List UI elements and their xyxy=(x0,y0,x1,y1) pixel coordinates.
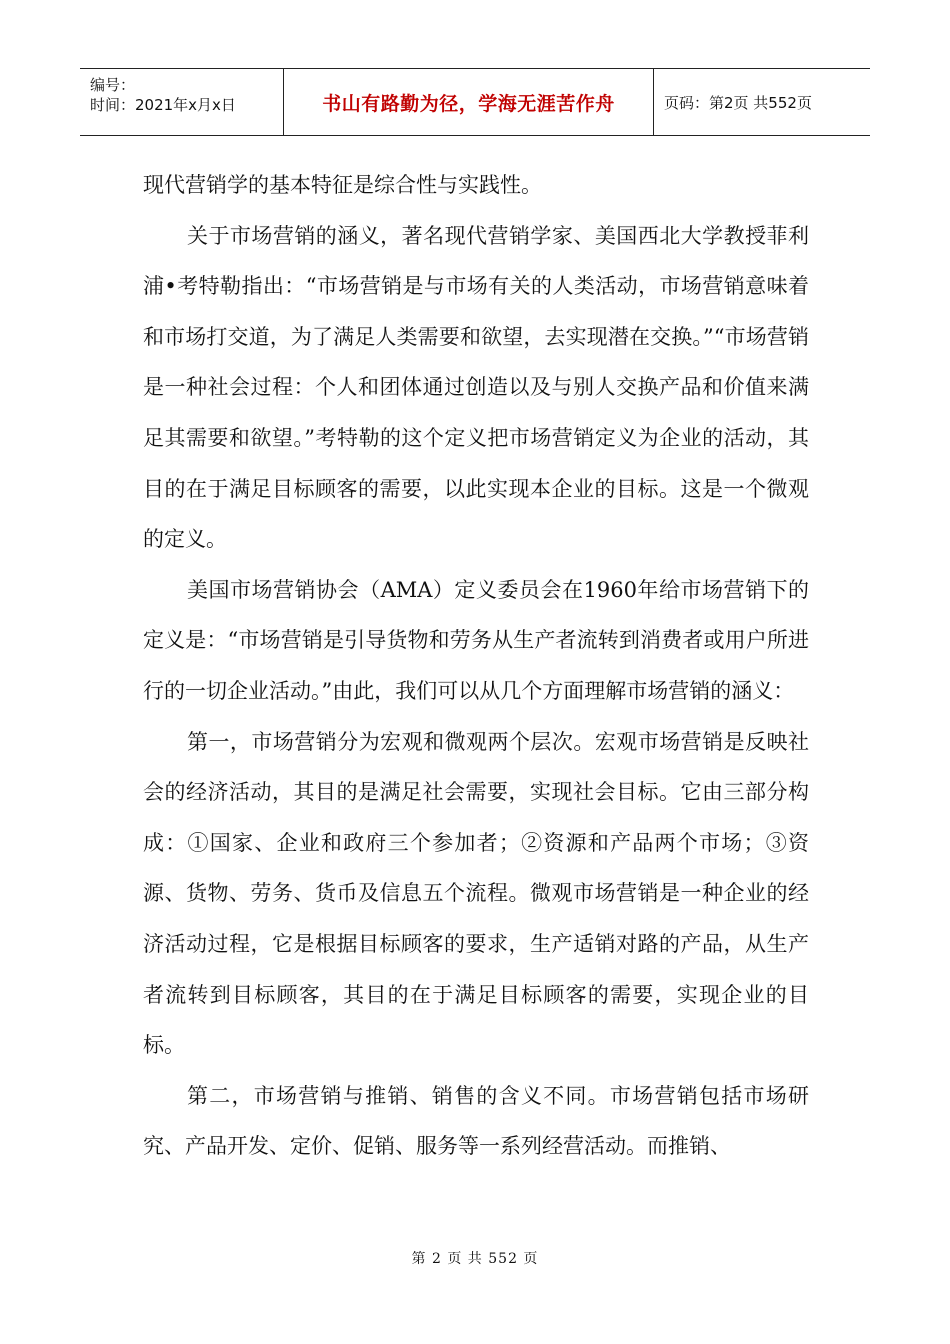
header-motto: 书山有路勤为径，学海无涯苦作舟 xyxy=(284,69,654,135)
header-page-info: 页码：第2页 共552页 xyxy=(664,93,812,112)
paragraph-1: 现代营销学的基本特征是综合性与实践性。 xyxy=(143,173,542,197)
header-meta-cell xyxy=(80,69,284,135)
paragraph-3: 美国市场营销协会（AMA）定义委员会在1960年给市场营销下的定义是：“市场营销是引导货物和劳务从生产者流转到消费者或用户所进行的一切企业活动。”由此，我们可以从几个方面理解市场营销的涵义： xyxy=(143,577,809,703)
document-number-label: 编号： xyxy=(90,76,136,94)
document-body xyxy=(143,160,809,1172)
document-date-label: 时间：2021年x月x日 xyxy=(90,96,236,114)
paragraph-2: 关于市场营销的涵义，著名现代营销学家、美国西北大学教授菲利浦•考特勒指出：“市场营销是与市场有关的人类活动，市场营销意味着和市场打交道，为了满足人类需要和欲望，去实现潜在交换。”“市场营销是一种社会过程：个人和团体通过创造以及与别人交换产品和价值来满足其需要和欲望。”考特勒的这个定义把市场营销定义为企业的活动，其目的在于满足目标顾客的需要，以此实现本企业的目标。这是一个微观的定义。 xyxy=(143,223,809,552)
page-header xyxy=(80,68,870,136)
paragraph-5: 第二，市场营销与推销、销售的含义不同。市场营销包括市场研究、产品开发、定价、促销、服务等一系列经营活动。而推销、 xyxy=(143,1083,809,1159)
paragraph-4: 第一，市场营销分为宏观和微观两个层次。宏观市场营销是反映社会的经济活动，其目的是满足社会需要，实现社会目标。它由三部分构成：①国家、企业和政府三个参加者；②资源和产品两个市场；③资源、货物、劳务、货币及信息五个流程。微观市场营销是一种企业的经济活动过程，它是根据目标顾客的要求，生产适销对路的产品，从生产者流转到目标顾客，其目的在于满足目标顾客的需要，实现企业的目标。 xyxy=(143,729,809,1058)
page-footer: 第 2 页 共 552 页 xyxy=(411,1251,539,1267)
